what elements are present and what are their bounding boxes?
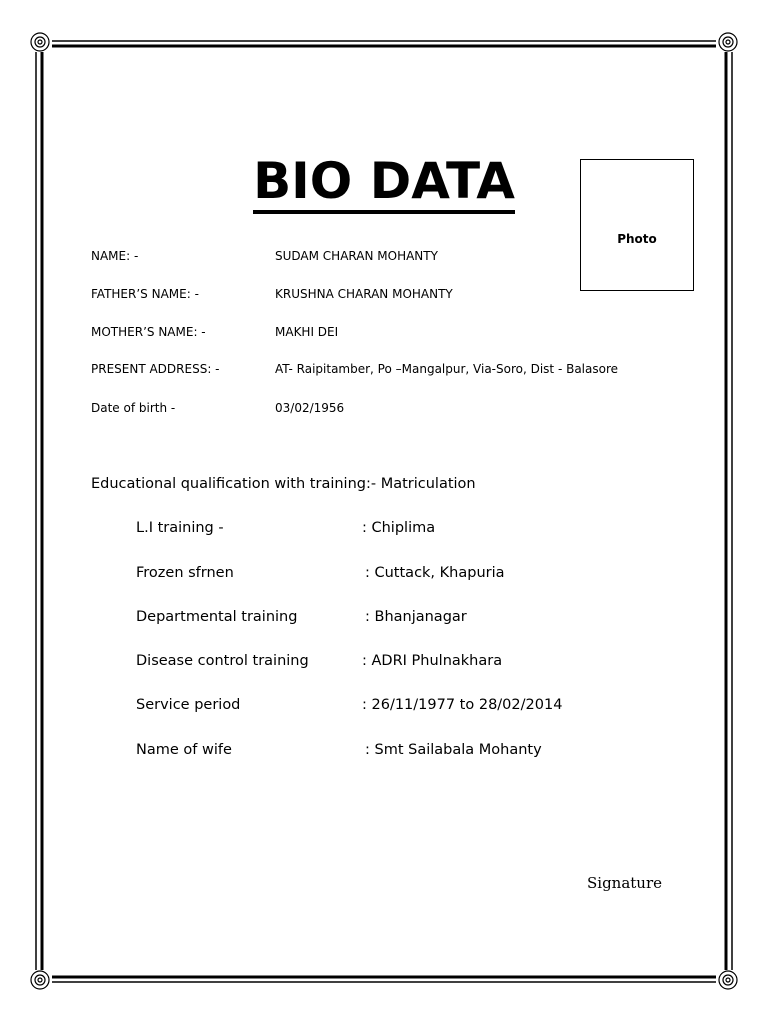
li-training-value: : Chiplima: [362, 520, 436, 536]
departmental-training-label: Departmental training: [136, 609, 298, 625]
disease-control-training-value: : ADRI Phulnakhara: [362, 653, 503, 669]
father-name-label: FATHER’S NAME: -: [91, 287, 199, 301]
wife-name-value: : Smt Sailabala Mohanty: [365, 742, 542, 758]
document-title-text: BIO DATA: [253, 152, 515, 214]
li-training-label: L.I training -: [136, 520, 224, 536]
corner-ornament-bottom-left: [31, 971, 49, 989]
corner-ornament-top-left: [31, 33, 49, 51]
corner-ornament-bottom-right: [719, 971, 737, 989]
education-heading: Educational qualification with training:- Matriculation: [91, 476, 476, 492]
disease-control-training-label: Disease control training: [136, 653, 309, 669]
frozen-value: : Cuttack, Khapuria: [365, 565, 505, 581]
mother-name-value: MAKHI DEI: [275, 325, 339, 339]
departmental-training-value: : Bhanjanagar: [365, 609, 467, 625]
date-of-birth-value: 03/02/1956: [275, 401, 345, 415]
mother-name-label: MOTHER’S NAME: -: [91, 325, 206, 339]
service-period-value: : 26/11/1977 to 28/02/2014: [362, 697, 563, 713]
date-of-birth-label: Date of birth -: [91, 401, 176, 415]
present-address-value: AT- Raipitamber, Po –Mangalpur, Via-Soro, Dist - Balasore: [275, 362, 619, 376]
photo-placeholder: [580, 159, 694, 291]
name-label: NAME: -: [91, 249, 139, 263]
present-address-label: PRESENT ADDRESS: -: [91, 362, 220, 376]
name-value: SUDAM CHARAN MOHANTY: [275, 249, 438, 263]
wife-name-label: Name of wife: [136, 742, 232, 758]
corner-ornament-top-right: [719, 33, 737, 51]
signature-label: Signature: [587, 874, 663, 892]
service-period-label: Service period: [136, 697, 241, 713]
father-name-value: KRUSHNA CHARAN MOHANTY: [275, 287, 453, 301]
frozen-label: Frozen sfrnen: [136, 565, 234, 581]
photo-label: Photo: [617, 232, 657, 246]
